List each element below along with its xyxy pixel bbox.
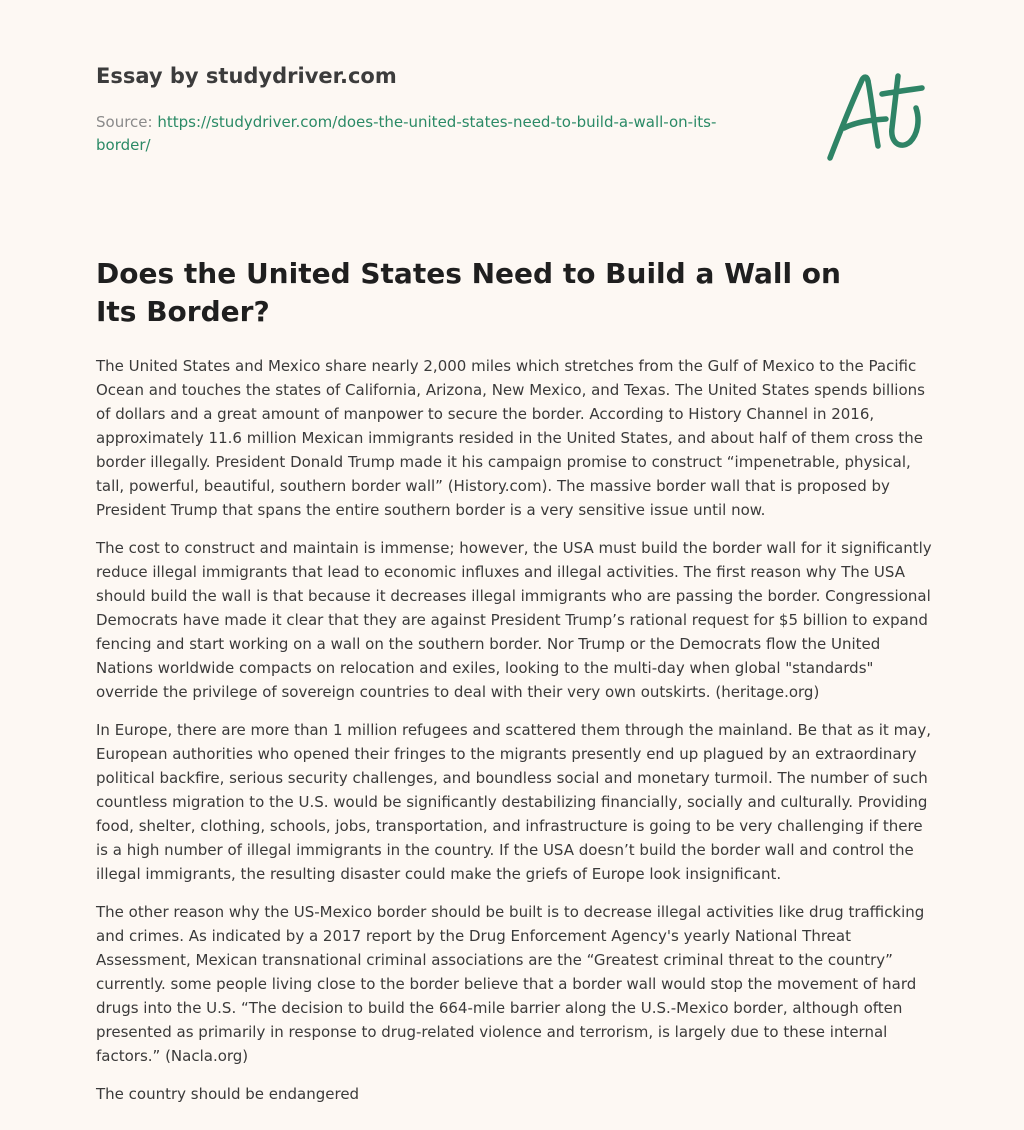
essay-body xyxy=(96,354,932,1120)
source-label: Source: xyxy=(96,113,158,131)
essay-paragraph: The cost to construct and maintain is immense; however, the USA must build the border wall for it significantly reduce illegal immigrants that lead to economic influxes and illegal activities. The first reason why The USA should build the wall is that because it decreases illegal immigrants who are passing the border. Congressional Democrats have made it clear that they are against President Trump’s rational request for $5 billion to expand fencing and start working on a wall on the southern border. Nor Trump or the Democrats flow the United Nations worldwide compacts on relocation and exiles, looking to the multi-day when global "standards" override the privilege of sovereign countries to deal with their very own outskirts. (heritage.org) xyxy=(96,539,932,701)
source-line xyxy=(96,111,736,157)
source-link[interactable]: https://studydriver.com/does-the-united-states-need-to-build-a-wall-on-its-border/ xyxy=(96,113,717,154)
essay-paragraph: The country should be endangered xyxy=(96,1085,360,1103)
essay-paragraph: The United States and Mexico share nearly 2,000 miles which stretches from the Gulf of Mexico to the Pacific Ocean and touches the states of California, Arizona, New Mexico, and Texas. The United States spends billions of dollars and a great amount of manpower to secure the border. According to History Channel in 2016, approximately 11.6 million Mexican immigrants resided in the United States, and about half of them cross the border illegally. President Donald Trump made it his campaign promise to construct “impenetrable, physical, tall, powerful, beautiful, southern border wall” (History.com). The massive border wall that is proposed by President Trump that spans the entire southern border is a very sensitive issue until now. xyxy=(96,357,925,519)
essay-paragraph: In Europe, there are more than 1 million refugees and scattered them through the mainland. Be that as it may, European authorities who opened their fringes to the migrants presently end up plagued by an extraordinary political backfire, serious security challenges, and boundless social and monetary turmoil. The number of such countless migration to the U.S. would be significantly destabilizing financially, socially and culturally. Providing food, shelter, clothing, schools, jobs, transportation, and infrastructure is going to be very challenging if there is a high number of illegal immigrants in the country. If the USA doesn’t build the border wall and control the illegal immigrants, the resulting disaster could make the griefs of Europe look insignificant. xyxy=(96,721,932,883)
site-title: Essay by studydriver.com xyxy=(96,64,397,88)
a-plus-logo-icon xyxy=(822,62,928,166)
essay-paragraph: The other reason why the US-Mexico border should be built is to decrease illegal activities like drug trafficking and crimes. As indicated by a 2017 report by the Drug Enforcement Agency's yearly National Threat Assessment, Mexican transnational criminal associations are the “Greatest criminal threat to the country” currently. some people living close to the border believe that a border wall would stop the movement of hard drugs into the U.S. “The decision to build the 664-mile barrier along the U.S.-Mexico border, although often presented as primarily in response to drug-related violence and terrorism, is largely due to these internal factors.” (Nacla.org) xyxy=(96,903,925,1065)
page-header xyxy=(96,0,928,200)
essay-title: Does the United States Need to Build a Wall on Its Border? xyxy=(96,257,841,328)
